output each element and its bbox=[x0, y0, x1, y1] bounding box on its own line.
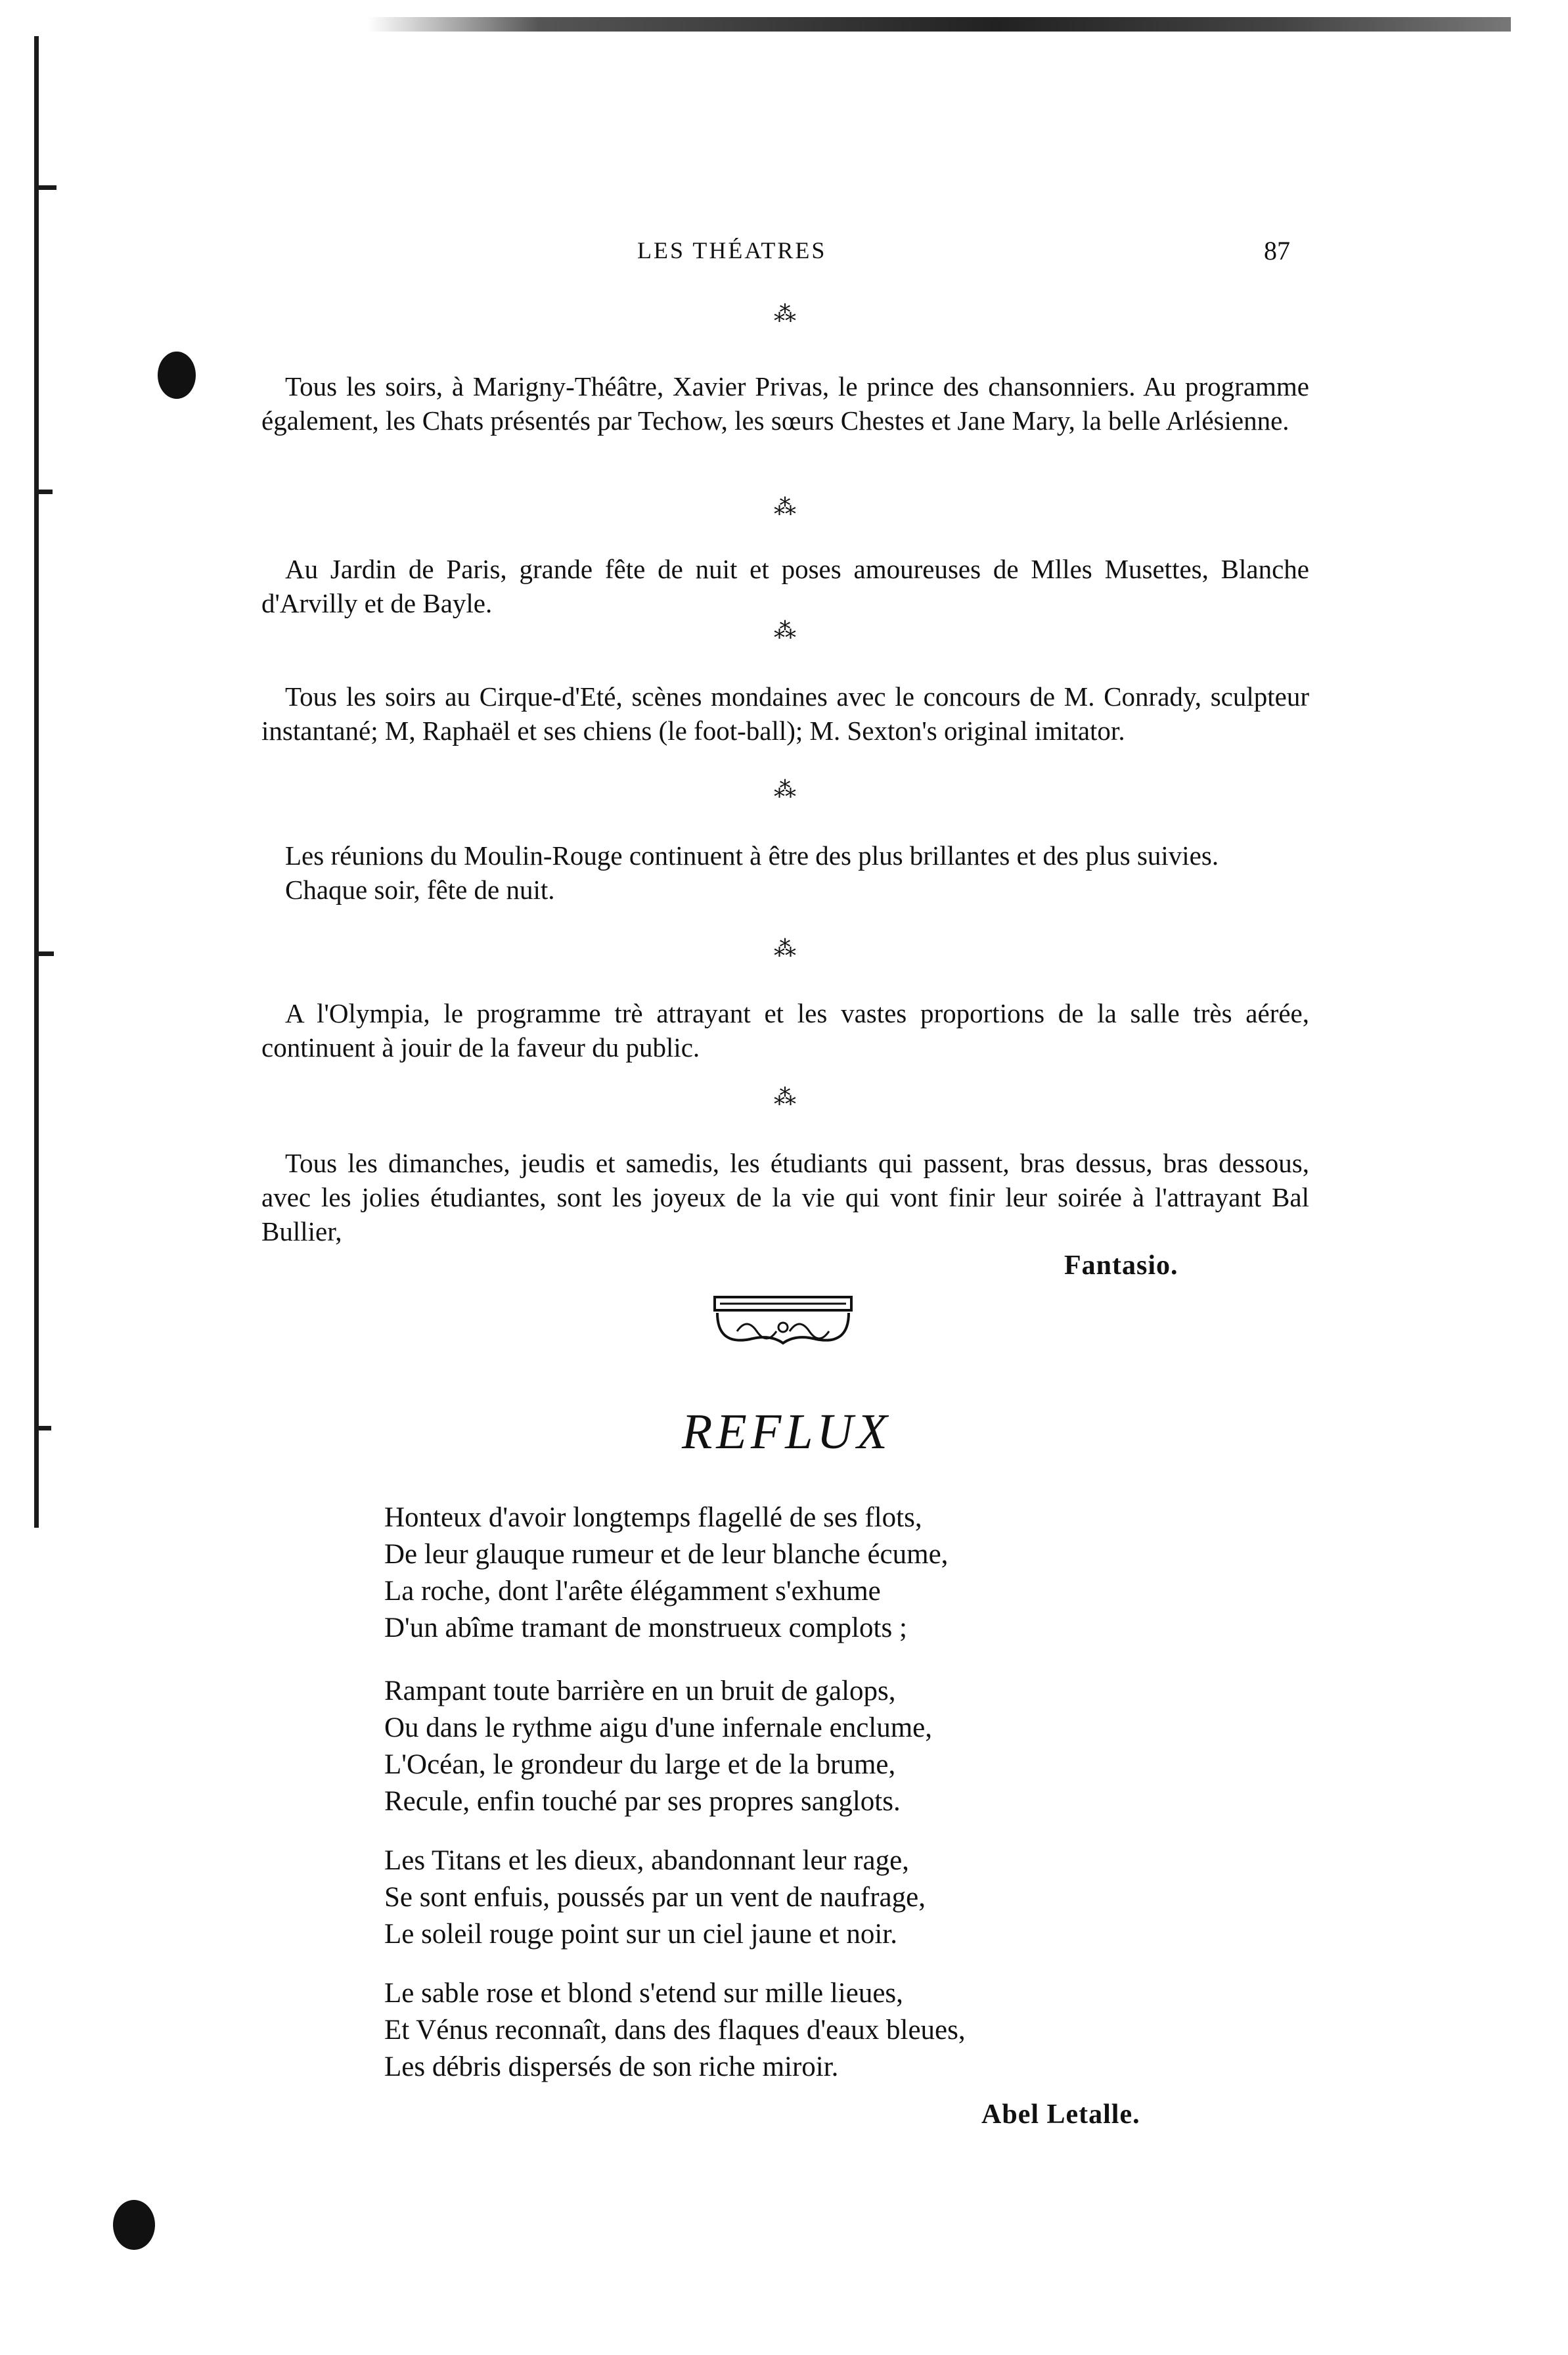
paragraph-marigny bbox=[261, 369, 1309, 438]
asterism-separator: ⁂ bbox=[774, 302, 796, 327]
poem-line: Rampant toute barrière en un bruit de galops, bbox=[384, 1676, 896, 1706]
binding-tick bbox=[34, 951, 54, 956]
paragraph-line: A l'Olympia, le programme trè attrayant et les vastes proportions de la salle très aérée, continuent à jouir de la faveur du public. bbox=[261, 998, 1309, 1063]
poem-stanza-1 bbox=[384, 1499, 948, 1647]
ink-blot bbox=[158, 352, 196, 399]
poem-line: Se sont enfuis, poussés par un vent de naufrage, bbox=[384, 1882, 926, 1913]
paragraph-line: Tous les soirs, à Marigny-Théâtre, Xavier Privas, le prince des chansonniers. Au programme également, les Chats présentés par Techow, les sœurs Chestes et Jane Mary, la belle Arlésienne. bbox=[261, 371, 1309, 436]
signature-fantasio: Fantasio. bbox=[1064, 1250, 1178, 1281]
poem-line: Les débris dispersés de son riche miroir. bbox=[384, 2051, 839, 2082]
paragraph-jardin-de-paris bbox=[261, 552, 1309, 620]
poem-line: Ou dans le rythme aigu d'une infernale enclume, bbox=[384, 1712, 933, 1743]
paragraph-line: Chaque soir, fête de nuit. bbox=[285, 875, 555, 905]
paragraph-line: Tous les soirs au Cirque-d'Eté, scènes mondaines avec le concours de M. Conrady, sculpteur instantané; M, Raphaël et ses chiens (le foot-ball); M. Sexton's original imitator. bbox=[261, 681, 1309, 746]
poem-line: Honteux d'avoir longtemps flagellé de ses flots, bbox=[384, 1502, 922, 1533]
binding-edge-line bbox=[34, 36, 39, 1528]
top-edge-shadow bbox=[368, 17, 1511, 32]
poem-line: Recule, enfin touché par ses propres sanglots. bbox=[384, 1786, 901, 1817]
poem-line: Le soleil rouge point sur un ciel jaune et noir. bbox=[384, 1919, 897, 1950]
poem-line: La roche, dont l'arête élégamment s'exhume bbox=[384, 1576, 881, 1607]
paragraph-line: Au Jardin de Paris, grande fête de nuit et poses amoureuses de Mlles Musettes, Blanche d'Arvilly et de Bayle. bbox=[261, 554, 1309, 618]
page-number: 87 bbox=[1264, 236, 1290, 265]
poem-stanza-2 bbox=[384, 1673, 932, 1820]
poem-line: De leur glauque rumeur et de leur blanche écume, bbox=[384, 1539, 949, 1570]
paragraph-cirque-d-ete bbox=[261, 679, 1309, 748]
poem-line: L'Océan, le grondeur du large et de la brume, bbox=[384, 1749, 896, 1780]
asterism-separator: ⁂ bbox=[774, 495, 796, 520]
binding-tick bbox=[34, 185, 56, 190]
signature-abel-letalle: Abel Letalle. bbox=[981, 2099, 1140, 2130]
decorative-ornament bbox=[711, 1293, 855, 1352]
poem-line: Et Vénus reconnaît, dans des flaques d'eaux bleues, bbox=[384, 2015, 966, 2046]
poem-title: REFLUX bbox=[682, 1404, 891, 1459]
poem-line: Les Titans et les dieux, abandonnant leur rage, bbox=[384, 1845, 909, 1876]
paragraph-bal-bullier bbox=[261, 1146, 1309, 1248]
asterism-separator: ⁂ bbox=[774, 1086, 796, 1110]
paragraph-line: Tous les dimanches, jeudis et samedis, les étudiants qui passent, bras dessus, bras dessous, avec les jolies étudiantes, sont les joyeux de la vie qui vont finir leur soirée à l'attrayant Bal Bullier, bbox=[261, 1148, 1309, 1246]
binding-tick bbox=[34, 490, 53, 494]
asterism-separator: ⁂ bbox=[774, 619, 796, 643]
asterism-separator: ⁂ bbox=[774, 778, 796, 802]
paragraph-moulin-rouge bbox=[261, 838, 1309, 907]
asterism-separator: ⁂ bbox=[774, 937, 796, 961]
poem-line: Le sable rose et blond s'etend sur mille lieues, bbox=[384, 1978, 903, 2009]
poem-line: D'un abîme tramant de monstrueux complots ; bbox=[384, 1612, 907, 1643]
poem-stanza-3 bbox=[384, 1842, 926, 1953]
paragraph-line: Les réunions du Moulin-Rouge continuent à être des plus brillantes et des plus suivies. bbox=[285, 840, 1219, 871]
paragraph-olympia bbox=[261, 996, 1309, 1064]
binding-tick bbox=[34, 1426, 51, 1430]
ink-blot bbox=[113, 2200, 155, 2250]
running-header: LES THÉATRES bbox=[637, 237, 827, 263]
poem-stanza-4 bbox=[384, 1975, 966, 2086]
